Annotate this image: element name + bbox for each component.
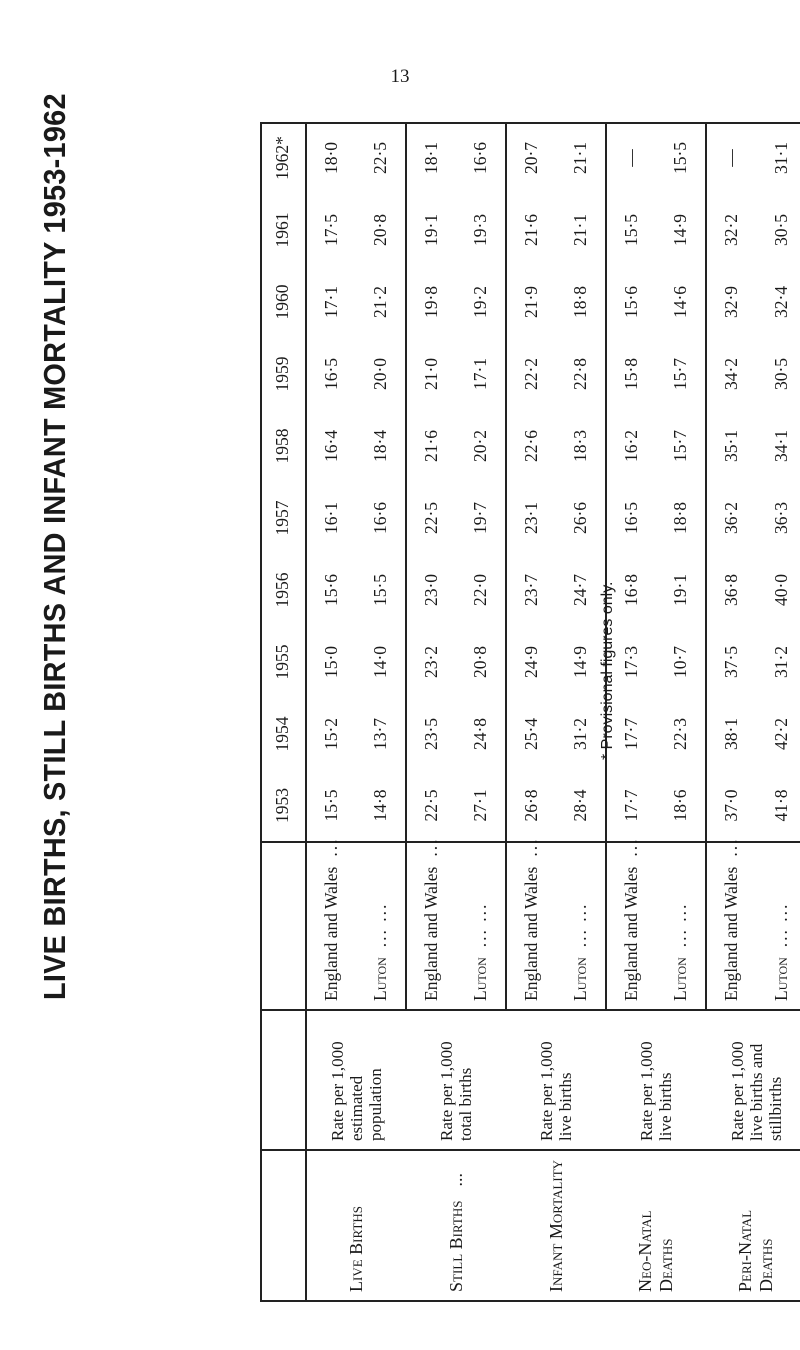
rate-value: 17·1 [456, 338, 506, 410]
rate-value: 19·8 [421, 285, 441, 319]
rate-value: 26·6 [556, 482, 606, 554]
area-name [706, 837, 756, 1010]
rate-value: 36·8 [721, 573, 741, 607]
rate-value: 19·1 [656, 554, 706, 626]
rate-value: 22·5 [356, 122, 406, 194]
section-name [506, 1150, 606, 1302]
rate-value: — [721, 149, 741, 167]
rate-value: 14·0 [356, 626, 406, 698]
rate-value: 21·1 [556, 122, 606, 194]
area-name [406, 837, 456, 1010]
section-name [306, 1150, 406, 1302]
section-label: Still Births [445, 1200, 466, 1292]
rate-value: 36·2 [721, 501, 741, 535]
area-label: England and Wales [421, 866, 441, 1001]
rate-value: 18·8 [656, 482, 706, 554]
area-label: England and Wales [521, 866, 541, 1001]
area-name [606, 837, 656, 1010]
section-name [606, 1150, 706, 1302]
rate-value: 16·6 [356, 482, 406, 554]
year-header: 1959 [260, 338, 306, 410]
rate-value: 18·8 [556, 266, 606, 338]
rate-value: 24·9 [521, 645, 541, 679]
rate-value: 42·2 [770, 717, 791, 751]
year-header: 1953 [260, 770, 306, 842]
rate-description: Rate per 1,000 live births [506, 1010, 606, 1150]
year-header: 1960 [260, 266, 306, 338]
rate-value: 10·7 [656, 626, 706, 698]
area-leader-dots: ... ... [570, 902, 590, 948]
rate-value: 22·8 [556, 338, 606, 410]
table-row [406, 122, 456, 1302]
area-label: Luton [770, 957, 791, 1001]
rate-value: 17·7 [621, 789, 641, 822]
area-name [756, 842, 800, 1010]
rate-value: 18·0 [321, 141, 341, 175]
rate-value: 30·5 [770, 213, 791, 247]
rate-value: 36·3 [770, 501, 791, 535]
area-name [306, 837, 356, 1010]
rate-value: 21·9 [521, 285, 541, 319]
rate-value: 15·5 [656, 122, 706, 194]
rate-value: 35·1 [721, 429, 741, 463]
rate-value: 31·2 [556, 698, 606, 770]
rate-value: 18·6 [656, 770, 706, 842]
table-header [260, 122, 306, 1302]
section-label: Peri-Natal Deaths [735, 1209, 776, 1292]
rate-value: 20·2 [456, 410, 506, 482]
section-name [706, 1150, 800, 1302]
area-leader-dots: ... [521, 837, 541, 857]
rate-value: 19·1 [421, 213, 441, 247]
header-blank-cell [260, 842, 306, 1010]
section-leader-dots: ... [445, 1173, 466, 1187]
area-leader-dots: ... [321, 837, 341, 857]
area-leader-dots: ... ... [770, 902, 791, 948]
rate-value: 21·0 [421, 357, 441, 391]
rate-value: 17·5 [321, 213, 341, 247]
rate-value: 34·2 [721, 357, 741, 391]
rate-value: 15·6 [621, 285, 641, 319]
rate-value: 16·5 [621, 501, 641, 535]
rate-value: 23·2 [421, 645, 441, 679]
year-header: 1957 [260, 482, 306, 554]
rate-value: 20·8 [356, 194, 406, 266]
year-header: 1961 [260, 194, 306, 266]
rate-value: 16·8 [621, 573, 641, 607]
rate-value: 16·1 [321, 501, 341, 535]
rate-value: 34·1 [770, 429, 791, 463]
rate-value: 13·7 [356, 698, 406, 770]
rate-value: 26·8 [521, 789, 541, 822]
area-leader-dots: ... ... [470, 902, 490, 948]
rate-value: 31·1 [770, 141, 791, 175]
area-label: England and Wales [721, 866, 741, 1001]
rate-value: 15·5 [356, 554, 406, 626]
rate-value: 25·4 [521, 717, 541, 751]
rate-value: 14·8 [356, 770, 406, 842]
rate-value: 18·4 [356, 410, 406, 482]
rate-value: 20·7 [521, 141, 541, 175]
rate-value: 16·4 [321, 429, 341, 463]
rate-value: 22·2 [521, 357, 541, 391]
table-row [706, 122, 756, 1302]
area-leader-dots: ... [421, 837, 441, 857]
year-header: 1962* [260, 122, 306, 194]
rate-description: Rate per 1,000 live births [606, 1010, 706, 1150]
header-blank-cell [260, 1150, 306, 1302]
rate-value: 19·7 [456, 482, 506, 554]
area-name [456, 842, 506, 1010]
rate-value: 17·1 [321, 285, 341, 319]
table-row [306, 122, 356, 1302]
area-leader-dots: ... [721, 837, 741, 857]
rate-value: 15·5 [621, 213, 641, 247]
rate-value: 17·3 [621, 645, 641, 679]
rate-value: 20·8 [456, 626, 506, 698]
rate-value: 19·2 [456, 266, 506, 338]
table-row [506, 122, 556, 1302]
rate-value: 15·7 [656, 410, 706, 482]
rate-value: 41·8 [770, 789, 791, 822]
rate-value: 18·1 [421, 141, 441, 175]
statistics-table [260, 122, 800, 1302]
rate-value: 15·8 [621, 357, 641, 391]
rate-value: 16·2 [621, 429, 641, 463]
area-name [506, 837, 556, 1010]
area-name [656, 842, 706, 1010]
rate-value: 15·7 [656, 338, 706, 410]
rate-value: 14·9 [556, 626, 606, 698]
area-leader-dots: ... [621, 837, 641, 857]
rate-value: 21·1 [556, 194, 606, 266]
rotated-table-container [260, 122, 800, 1302]
rate-value: 15·2 [321, 717, 341, 751]
area-leader-dots: ... ... [670, 902, 690, 948]
rate-value: 15·0 [321, 645, 341, 679]
rate-value: 22·3 [656, 698, 706, 770]
rate-value: — [621, 149, 641, 167]
section-name [406, 1150, 506, 1302]
rate-value: 19·3 [456, 194, 506, 266]
rate-value: 32·2 [721, 213, 741, 247]
rate-value: 17·7 [621, 717, 641, 751]
rate-value: 32·9 [721, 285, 741, 319]
rate-value: 23·5 [421, 717, 441, 751]
area-label: Luton [670, 957, 690, 1001]
rate-value: 23·1 [521, 501, 541, 535]
rate-value: 14·6 [656, 266, 706, 338]
table-body [306, 122, 800, 1302]
rate-value: 30·5 [770, 357, 791, 391]
rate-description: Rate per 1,000 total births [406, 1010, 506, 1150]
rate-value: 15·6 [321, 573, 341, 607]
area-label: Luton [370, 957, 390, 1001]
rate-value: 22·5 [421, 501, 441, 535]
rate-value: 24·8 [456, 698, 506, 770]
rate-value: 20·0 [356, 338, 406, 410]
rate-value: 16·6 [456, 122, 506, 194]
rate-value: 22·0 [456, 554, 506, 626]
rate-value: 24·7 [556, 554, 606, 626]
section-label: Neo-Natal Deaths [635, 1210, 676, 1292]
area-label: England and Wales [621, 866, 641, 1001]
rate-value: 21·6 [521, 213, 541, 247]
header-blank-cell [260, 1010, 306, 1150]
year-header: 1954 [260, 698, 306, 770]
area-label: England and Wales [321, 866, 341, 1001]
section-label: Infant Mortality [545, 1159, 566, 1292]
area-name [356, 842, 406, 1010]
year-header: 1958 [260, 410, 306, 482]
rate-value: 22·5 [421, 789, 441, 822]
area-label: Luton [570, 957, 590, 1001]
section-label: Live Births [346, 1206, 366, 1292]
rate-value: 22·6 [521, 429, 541, 463]
header-row [260, 122, 306, 1302]
rate-value: 21·2 [356, 266, 406, 338]
year-header: 1955 [260, 626, 306, 698]
rate-value: 21·6 [421, 429, 441, 463]
page-title: LIVE BIRTHS, STILL BIRTHS AND INFANT MORTALITY 1953-1962 [37, 93, 72, 1000]
rate-value: 14·9 [656, 194, 706, 266]
rate-value: 18·3 [556, 410, 606, 482]
rate-value: 37·5 [721, 645, 741, 679]
rate-value: 27·1 [456, 770, 506, 842]
rate-value: 31·2 [770, 645, 791, 679]
rate-value: 23·0 [421, 573, 441, 607]
rate-value: 38·1 [721, 717, 741, 751]
rate-description: Rate per 1,000 live births and stillbirths [706, 1010, 800, 1150]
rate-value: 40·0 [770, 573, 791, 607]
area-leader-dots: ... ... [370, 902, 390, 948]
footnote: * Provisional figures only. [599, 581, 616, 760]
rate-value: 28·4 [556, 770, 606, 842]
rate-value: 15·5 [321, 789, 341, 822]
rate-value: 37·0 [721, 789, 741, 822]
rate-value: 32·4 [770, 285, 791, 319]
rate-description: Rate per 1,000 estimated population [306, 1010, 406, 1150]
page-number: 13 [390, 66, 410, 87]
year-header: 1956 [260, 554, 306, 626]
rate-value: 16·5 [321, 357, 341, 391]
area-label: Luton [470, 957, 490, 1001]
area-name [556, 842, 606, 1010]
rate-value: 23·7 [521, 573, 541, 607]
